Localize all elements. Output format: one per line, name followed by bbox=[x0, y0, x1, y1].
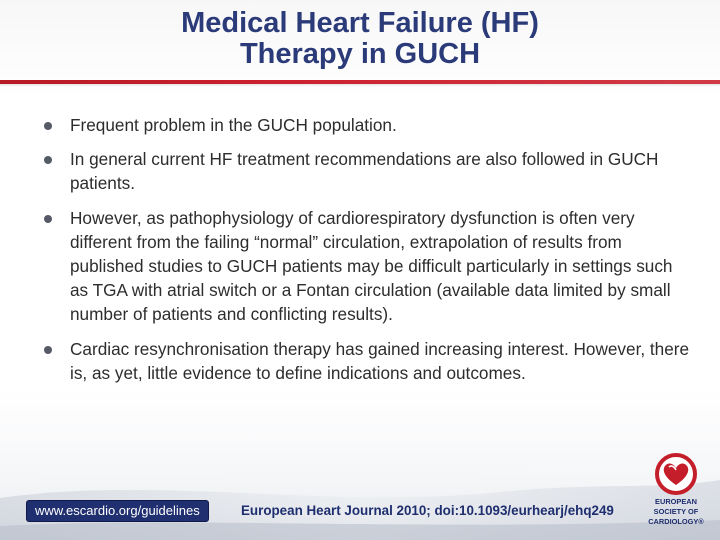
logo-text-line: EUROPEAN bbox=[655, 497, 697, 506]
guidelines-url-link[interactable]: www.escardio.org/guidelines bbox=[26, 500, 209, 522]
bullet-text: However, as pathophysiology of cardiorespiratory dysfunction is often very different from the failing “normal” circulation, extrapolation of results from published studies to GUCH patients may be difficult particularly in settings such as TGA with atrial switch or a Fontan circulation (available data limited by small number of patients and conflicting results). bbox=[70, 207, 673, 325]
bullet-list bbox=[40, 113, 690, 395]
footer-wave-decoration bbox=[0, 440, 720, 540]
bullet-dot-icon bbox=[44, 215, 52, 223]
bullet-item bbox=[40, 113, 690, 137]
title-line-1: Medical Heart Failure (HF) bbox=[181, 7, 539, 39]
slide-title bbox=[0, 0, 720, 82]
bullet-text: Frequent problem in the GUCH population. bbox=[70, 115, 397, 135]
logo-text-line: CARDIOLOGY® bbox=[648, 517, 704, 526]
bullet-item bbox=[40, 206, 690, 327]
bullet-dot-icon bbox=[44, 156, 52, 164]
bullet-item bbox=[40, 337, 690, 385]
title-line-2: Therapy in GUCH bbox=[239, 38, 481, 70]
bullet-text: Cardiac resynchronisation therapy has gained increasing interest. However, there is, as yet, little evidence to define indications and outcomes. bbox=[70, 338, 690, 383]
esc-heart-logo-icon bbox=[654, 452, 698, 496]
title-divider-shadow bbox=[0, 84, 720, 87]
logo-text-line: SOCIETY OF bbox=[653, 507, 699, 516]
journal-citation: European Heart Journal 2010; doi:10.1093/eurhearj/ehq249 bbox=[241, 503, 614, 518]
esc-logo bbox=[638, 452, 714, 536]
bullet-dot-icon bbox=[44, 122, 52, 130]
bullet-dot-icon bbox=[44, 346, 52, 354]
bullet-text: In general current HF treatment recommendations are also followed in GUCH patients. bbox=[70, 149, 659, 194]
bullet-item bbox=[40, 147, 690, 195]
